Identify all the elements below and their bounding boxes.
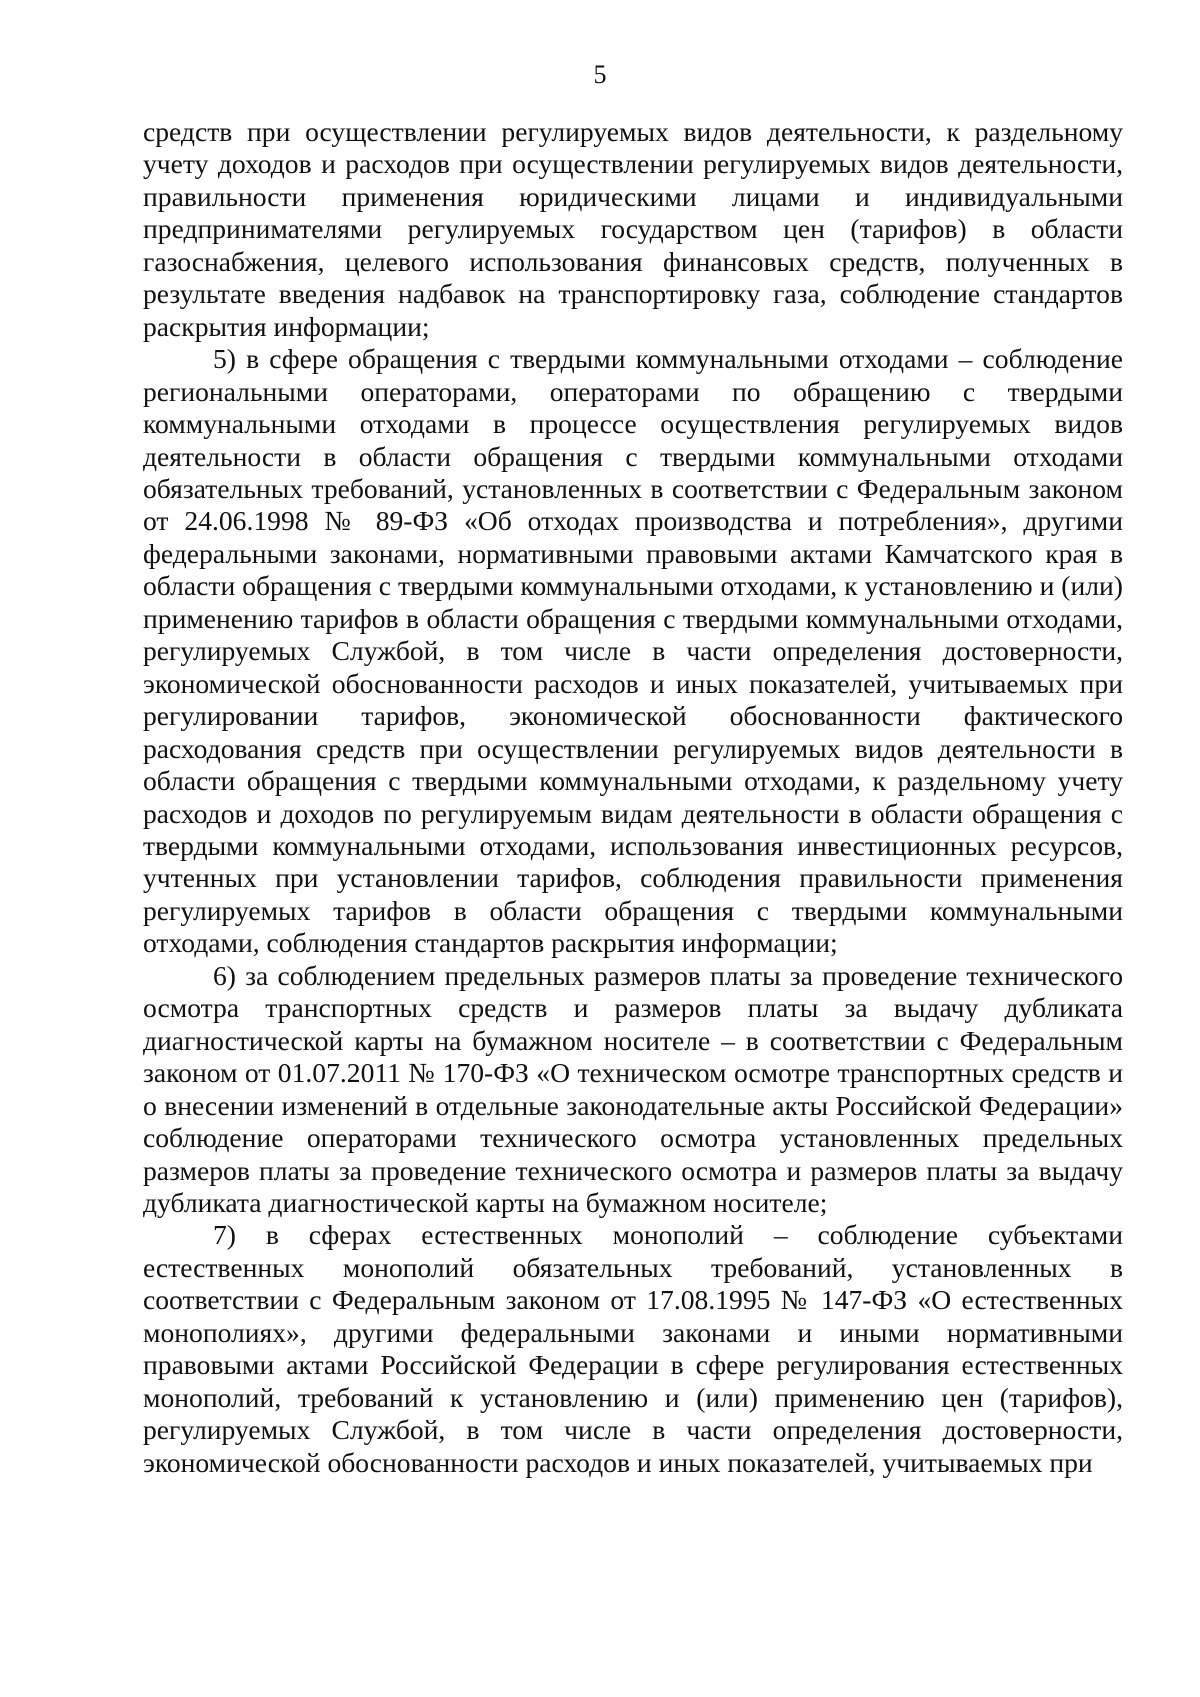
- paragraph-item-5: 5) в сфере обращения с твердыми коммунальными отходами – соблюдение региональными операторами, операторами по обращению с твердыми коммунальными отходами в процессе осуществления регулируемых видов деятельности в области обращения с твердыми коммунальными отходами обязательных требований, установленных в соответствии с Федеральным законом от 24.06.1998 № 89-ФЗ «Об отходах производства и потребления», другими федеральными законами, нормативными правовыми актами Камчатского края в области обращения с твердыми коммунальными отходами, к установлению и (или) применению тарифов в области обращения с твердыми коммунальными отходами, регулируемых Службой, в том числе в части определения достоверности, экономической обоснованности расходов и иных показателей, учитываемых при регулировании тарифов, экономической обоснованности фактического расходования средств при осуществлении регулируемых видов деятельности в области обращения с твердыми коммунальными отходами, к раздельному учету расходов и доходов по регулируемым видам деятельности в области обращения с твердыми коммунальными отходами, использования инвестиционных ресурсов, учтенных при установлении тарифов, соблюдения правильности применения регулируемых тарифов в области обращения с твердыми коммунальными отходами, соблюдения стандартов раскрытия информации;: [143, 343, 1123, 959]
- paragraph-item-6: 6) за соблюдением предельных размеров платы за проведение технического осмотра транспортных средств и размеров платы за выдачу дубликата диагностической карты на бумажном носителе – в соответствии с Федеральным законом от 01.07.2011 № 170-ФЗ «О техническом осмотре транспортных средств и о внесении изменений в отдельные законодательные акты Российской Федерации» соблюдение операторами технического осмотра установленных предельных размеров платы за проведение технического осмотра и размеров платы за выдачу дубликата диагностической карты на бумажном носителе;: [143, 959, 1123, 1218]
- page-number: 5: [593, 60, 607, 89]
- paragraph-item-7: 7) в сферах естественных монополий – соблюдение субъектами естественных монополий обязательных требований, установленных в соответствии с Федеральным законом от 17.08.1995 № 147-ФЗ «О естественных монополиях», другими федеральными законами и иными нормативными правовыми актами Российской Федерации в сфере регулирования естественных монополий, требований к установлению и (или) применению цен (тарифов), регулируемых Службой, в том числе в части определения достоверности, экономической обоснованности расходов и иных показателей, учитываемых при: [143, 1219, 1123, 1478]
- paragraph-continuation: средств при осуществлении регулируемых видов деятельности, к раздельному учету доходов и расходов при осуществлении регулируемых видов деятельности, правильности применения юридическими лицами и индивидуальными предпринимателями регулируемых государством цен (тарифов) в области газоснабжения, целевого использования финансовых средств, полученных в результате введения надбавок на транспортировку газа, соблюдение стандартов раскрытия информации;: [143, 116, 1123, 342]
- document-body: [143, 116, 1123, 1479]
